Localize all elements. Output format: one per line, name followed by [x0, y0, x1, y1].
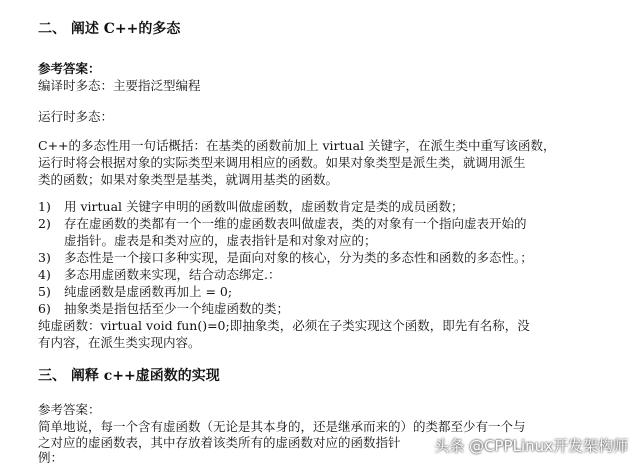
compile-time-polymorphism: 编译时多态：主要指泛型编程 — [38, 78, 201, 93]
list-text: 虚指针。虚表是和类对应的，虚表指针是和对象对应的； — [64, 233, 377, 248]
answer-label: 参考答案： — [38, 61, 101, 76]
list-number: 3) — [38, 250, 51, 265]
section-heading-polymorphism: 二、 阐述 C++的多态 — [38, 21, 181, 37]
list-number: 2) — [38, 216, 51, 231]
runtime-polymorphism-label: 运行时多态： — [38, 109, 114, 124]
list-item — [38, 199, 464, 215]
paragraph-line: 简单地说，每一个含有虚函数（无论是其本身的，还是继承而来的）的类都至少有一个与 — [38, 419, 526, 434]
paragraph-line: 例： — [38, 450, 64, 465]
paragraph-line: 类的函数；如果对象类型是基类，就调用基类的函数。 — [38, 172, 339, 187]
paragraph-line: C++的多态性用一句话概括：在基类的函数前加上 virtual 关键字，在派生类中重写该函数， — [38, 138, 556, 153]
list-item — [38, 267, 280, 283]
pure-virtual-line: 有内容，在派生类实现内容。 — [38, 335, 201, 350]
watermark: 头条 @CPPLinux开发架构师 — [434, 437, 628, 455]
section-heading-virtual-impl: 三、 阐释 c++虚函数的实现 — [38, 368, 220, 384]
list-text: 多态性是一个接口多种实现，是面向对象的核心，分为类的多态性和函数的多态性。； — [64, 250, 533, 265]
paragraph-line: 之对应的虚函数表，其中存放着该类所有的虚函数对应的函数指针 — [38, 435, 401, 450]
list-number: 4) — [38, 267, 51, 282]
list-item — [38, 233, 377, 249]
list-item — [38, 216, 527, 232]
list-item — [38, 284, 232, 300]
list-text: 纯虚函数是虚函数再加上 = 0; — [64, 284, 233, 299]
list-number: 5) — [38, 284, 51, 299]
list-text: 用 virtual 关键字申明的函数叫做虚函数，虚函数肯定是类的成员函数； — [64, 199, 464, 214]
list-item — [38, 250, 533, 266]
answer-label: 参考答案： — [38, 402, 101, 417]
list-number: 1) — [38, 199, 51, 214]
pure-virtual-line: 纯虚函数：virtual void fun()=0;即抽象类，必须在子类实现这个函数，即先有名称，没 — [38, 318, 530, 333]
list-item — [38, 301, 289, 317]
list-text: 多态用虚函数来实现，结合动态绑定.： — [64, 267, 281, 282]
list-number: 6) — [38, 301, 51, 316]
list-text: 抽象类是指包括至少一个纯虚函数的类； — [64, 301, 290, 316]
paragraph-line: 运行时将会根据对象的实际类型来调用相应的函数。如果对象类型是派生类，就调用派生 — [38, 155, 526, 170]
list-text: 存在虚函数的类都有一个一维的虚函数表叫做虚表，类的对象有一个指向虚表开始的 — [64, 216, 527, 231]
